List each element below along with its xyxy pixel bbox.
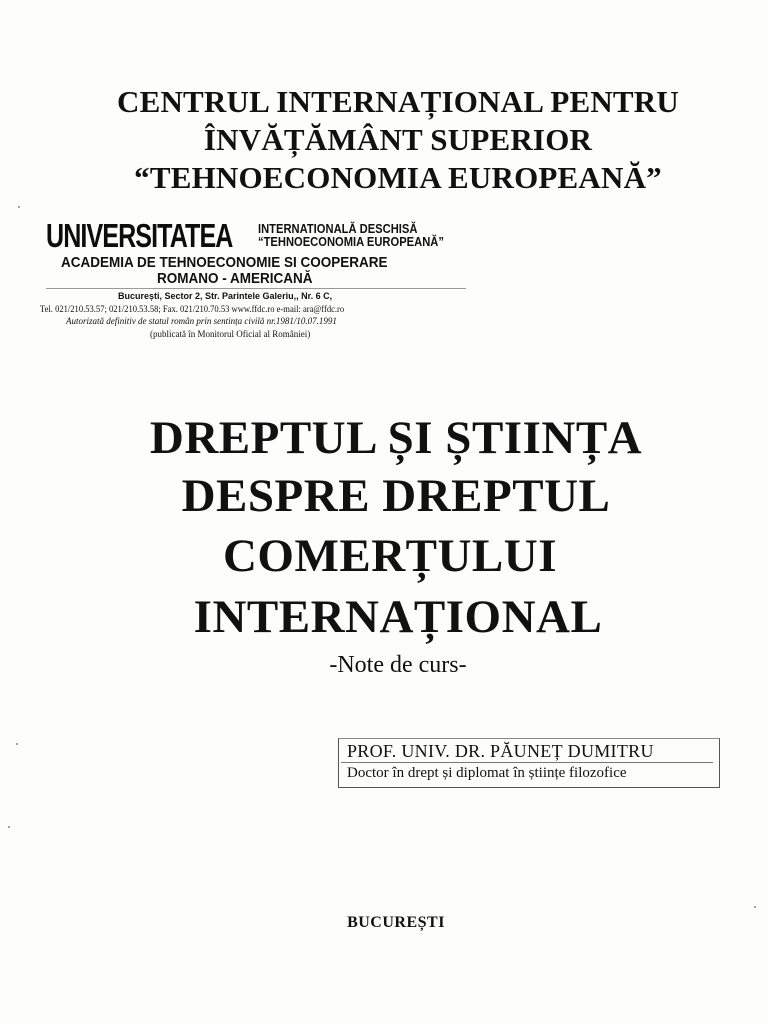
academy-name-line-2: ROMANO - AMERICANĂ xyxy=(157,270,313,287)
author-description: Doctor în drept și diplomat în științe filozofice xyxy=(347,765,627,781)
university-contact: Tel. 021/210.53.57; 021/210.53.58; Fax. 021/210.70.53 www.ffdc.ro e-mail: ara@ffdc.ro xyxy=(40,304,345,314)
scan-speck xyxy=(8,826,10,828)
academy-name-line-1: ACADEMIA DE TEHNOECONOMIE SI COOPERARE xyxy=(61,254,388,271)
institution-title-line-2: ÎNVĂȚĂMÂNT SUPERIOR xyxy=(203,122,593,157)
letterhead-divider xyxy=(46,288,466,289)
document-title-line-3: COMERȚULUI xyxy=(222,530,558,582)
institution-title-line-1: CENTRUL INTERNAȚIONAL PENTRU xyxy=(117,84,679,119)
institution-title-line-3: “TEHNOECONOMIA EUROPEANĂ” xyxy=(134,160,662,195)
university-subtitle-line-2: “TEHNOECONOMIA EUROPEANĂ” xyxy=(258,234,444,249)
university-name: UNIVERSITATEA xyxy=(46,217,233,254)
document-title-line-1: DREPTUL ȘI ȘTIINȚA xyxy=(149,412,643,464)
author-box xyxy=(338,738,720,788)
scan-speck xyxy=(16,743,18,745)
university-authorization: Autorizată definitiv de statul român prin sentința civilă nr.1981/10.07.1991 xyxy=(66,316,337,326)
university-subtitle-line-1: INTERNATIONALĂ DESCHISĂ xyxy=(258,221,418,236)
university-letterhead xyxy=(40,217,480,357)
university-address: București, Sector 2, Str. Parintele Galeriu,, Nr. 6 C, xyxy=(118,291,333,301)
university-publication-note: (publicată în Monitorul Oficial al României) xyxy=(150,329,311,339)
scan-speck xyxy=(754,906,756,908)
document-title-line-4: INTERNAȚIONAL xyxy=(193,591,603,643)
document-title-line-2: DESPRE DREPTUL xyxy=(181,470,611,522)
author-name: PROF. UNIV. DR. PĂUNEȚ DUMITRU xyxy=(347,741,654,761)
scan-speck xyxy=(18,206,20,208)
publication-city: BUCUREȘTI xyxy=(347,914,445,931)
document-subtitle: -Note de curs- xyxy=(329,652,467,678)
